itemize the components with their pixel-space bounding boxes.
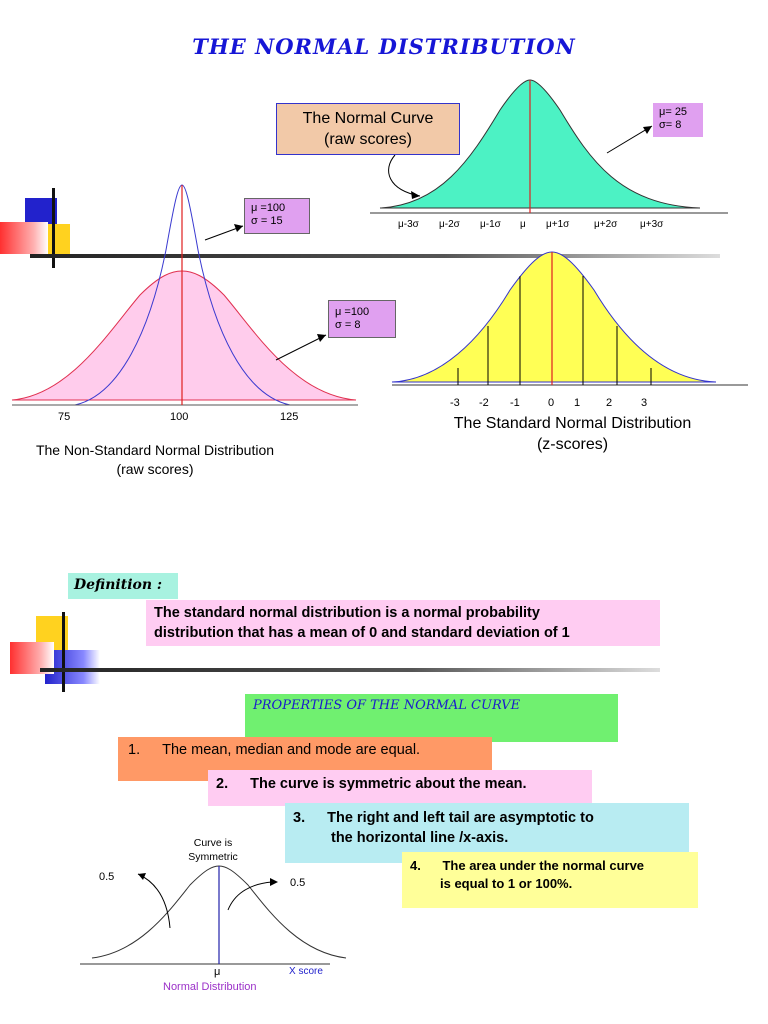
right-tick: 2 — [606, 397, 613, 409]
right-tick: -1 — [510, 397, 520, 409]
page-title: THE NORMAL DISTRIBUTION — [192, 34, 576, 59]
right-tick: -3 — [450, 397, 460, 409]
left-param1-mean: μ =100 — [251, 202, 286, 214]
right-tick: 0 — [548, 397, 555, 409]
property-text-line2: is equal to 1 or 100%. — [440, 876, 573, 891]
left-param2-sd: σ = 8 — [335, 319, 361, 331]
left-param2-mean: μ =100 — [335, 306, 370, 318]
property-num: 1. — [128, 742, 141, 758]
top-tick: μ+3σ — [640, 219, 664, 230]
top-tick: μ-1σ — [480, 219, 501, 230]
left-caption-line2: (raw scores) — [116, 461, 194, 477]
top-param-mean: μ= 25 — [659, 106, 688, 118]
property-num: 4. — [410, 858, 421, 873]
top-tick: μ — [520, 219, 526, 230]
top-tick: μ-2σ — [439, 219, 460, 230]
left-half-value: 0.5 — [99, 871, 115, 883]
left-param1-sd: σ = 15 — [251, 215, 283, 227]
right-caption-line2: (z-scores) — [536, 436, 609, 453]
property-text: The mean, median and mode are equal. — [162, 742, 421, 758]
property-num: 2. — [216, 776, 229, 792]
property-text: The right and left tail are asymptotic to — [327, 810, 594, 826]
property-num: 3. — [293, 810, 306, 826]
top-param-sd: σ= 8 — [659, 119, 682, 131]
properties-heading: PROPERTIES OF THE NORMAL CURVE — [245, 694, 618, 742]
normal-curve-label-line1: The Normal Curve — [302, 110, 434, 127]
right-tick: -2 — [479, 397, 489, 409]
top-tick: μ+1σ — [546, 219, 570, 230]
right-tick: 1 — [574, 397, 581, 409]
right-tick: 3 — [641, 397, 648, 409]
symmetric-note — [176, 836, 250, 864]
left-tick: 125 — [280, 411, 299, 423]
right-caption-line1: The Standard Normal Distribution — [453, 415, 692, 432]
right-half-arrow-head — [270, 878, 278, 886]
definition-heading: Definition : — [68, 573, 178, 599]
bottom-axis-label: X score — [289, 966, 323, 977]
symmetric-note-line2: Symmetric — [188, 851, 238, 863]
bottom-mean-label: μ — [214, 966, 221, 978]
left-half-arrow-head — [138, 873, 146, 880]
left-tick: 75 — [58, 411, 71, 423]
symmetric-note-line1: Curve is — [193, 837, 233, 849]
left-caption-line1: The Non-Standard Normal Distribution — [35, 442, 275, 458]
bottom-caption: Normal Distribution — [163, 981, 257, 993]
property-text-line2: the horizontal line /x-axis. — [331, 830, 509, 846]
normal-curve-label-line2: (raw scores) — [323, 131, 412, 148]
property-text: The curve is symmetric about the mean. — [250, 776, 527, 792]
top-tick: μ-3σ — [398, 219, 419, 230]
definition-line1: The standard normal distribution is a normal probability — [154, 605, 540, 621]
property-text: The area under the normal curve — [442, 858, 645, 873]
definition-line2: distribution that has a mean of 0 and standard deviation of 1 — [154, 625, 570, 641]
top-tick: μ+2σ — [594, 219, 618, 230]
left-tick: 100 — [170, 411, 189, 423]
left-half-arrow — [138, 874, 170, 928]
right-half-value: 0.5 — [290, 877, 306, 889]
